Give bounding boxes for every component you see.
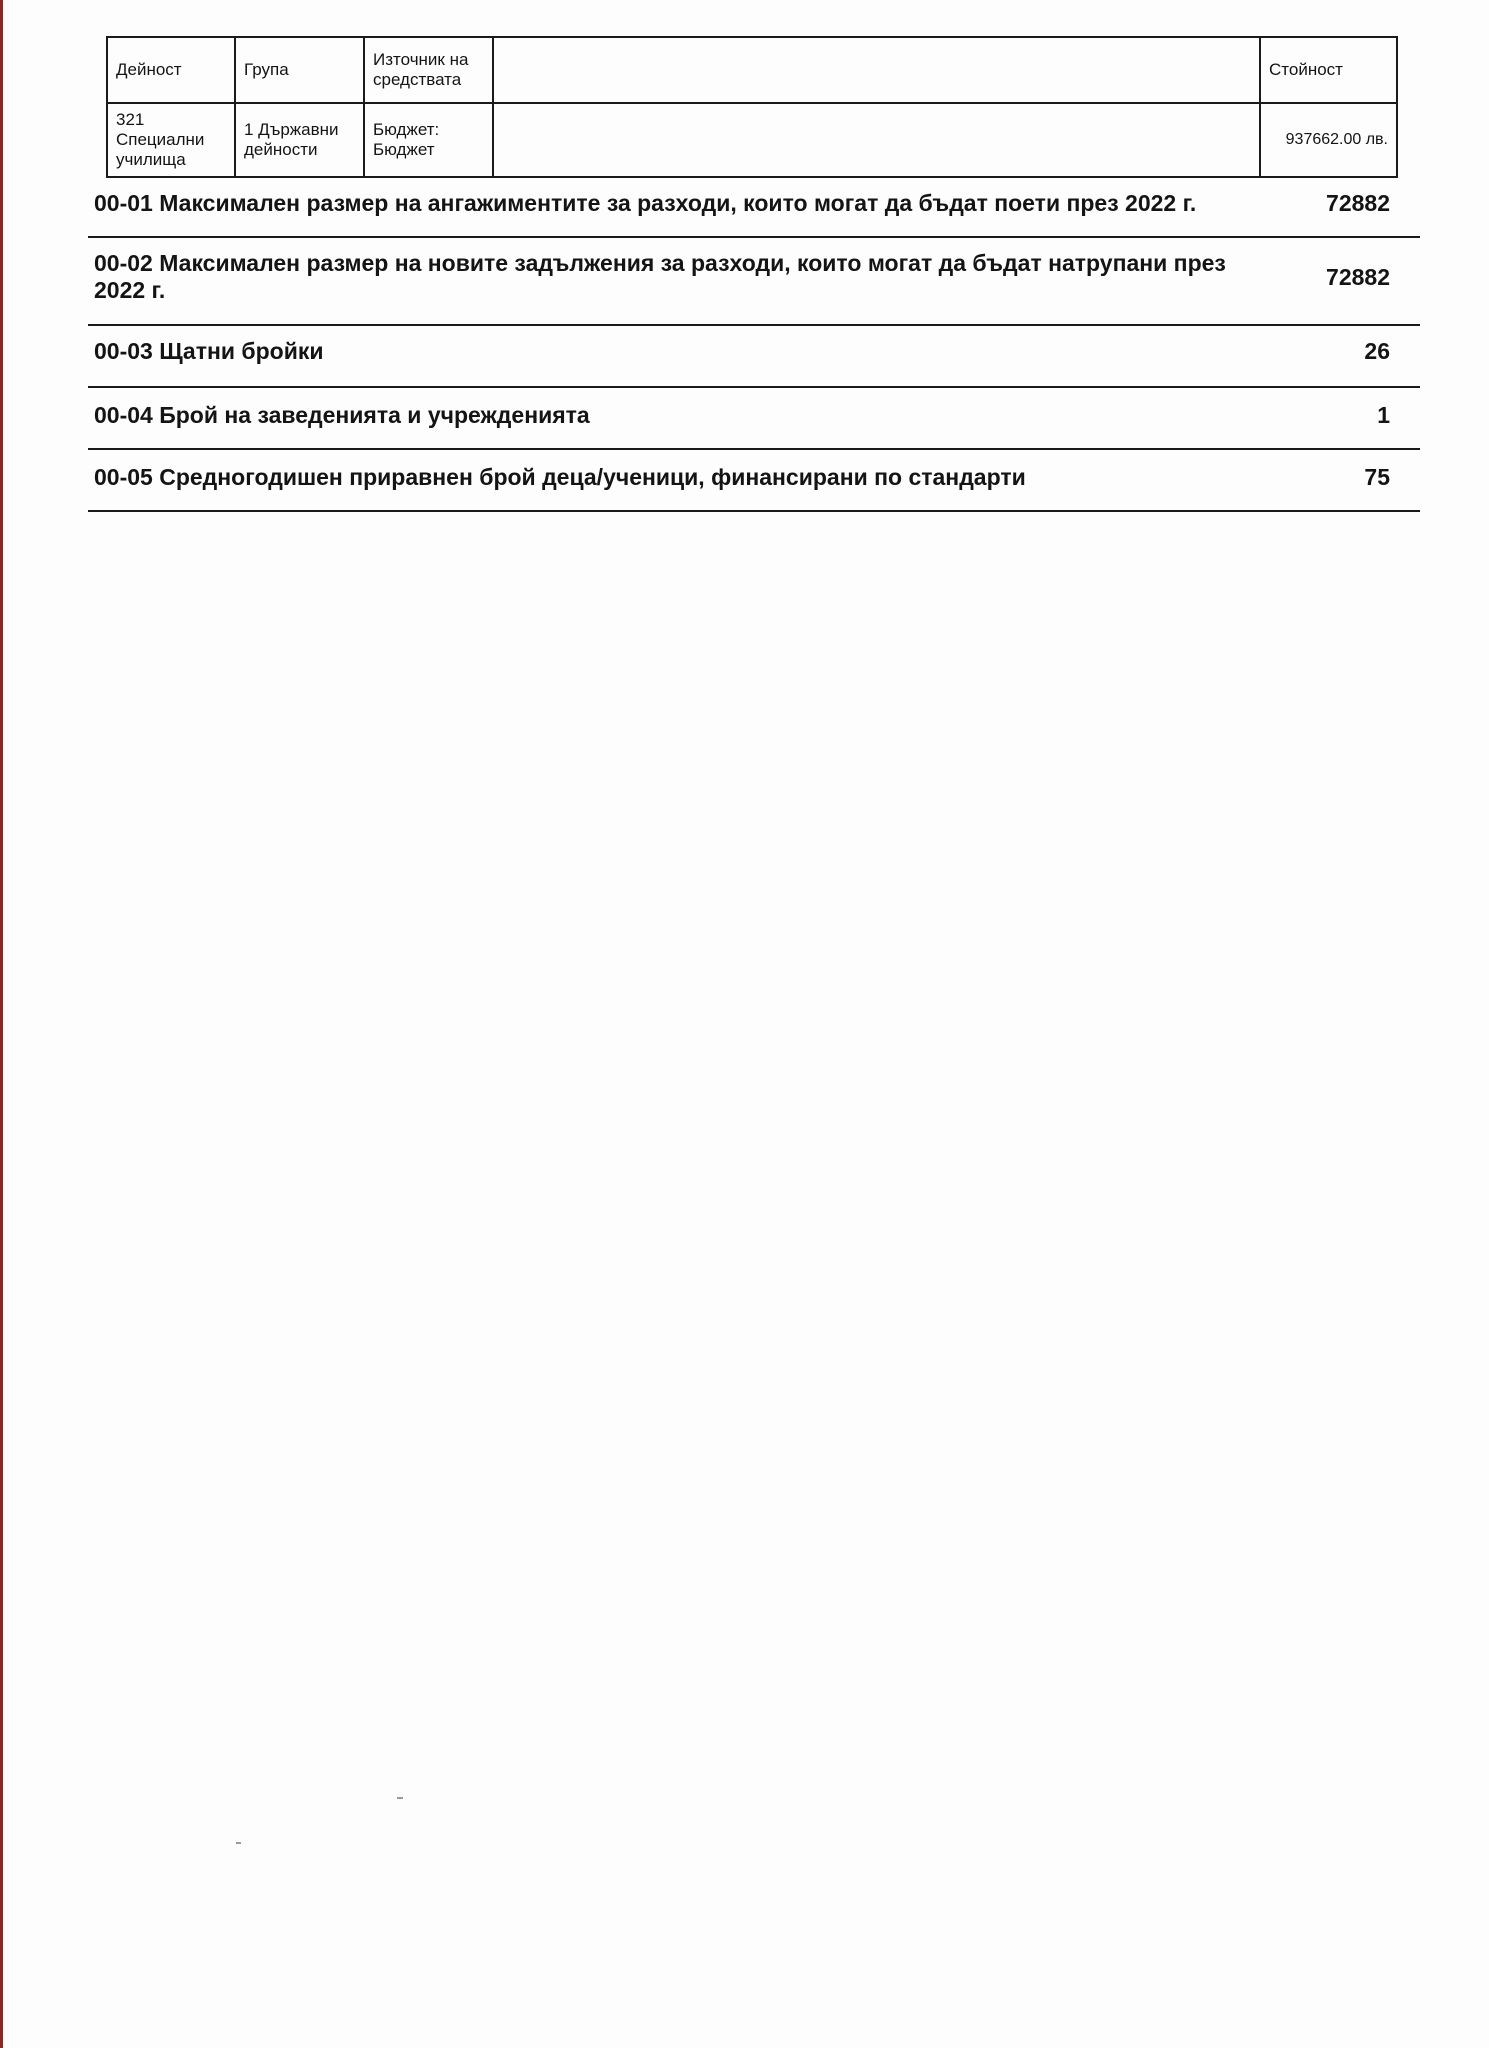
- indicator-label: 00-02 Максимален размер на новите задължения за разходи, които могат да бъдат натрупани през 2022 г.: [94, 250, 1226, 303]
- activity-table: [106, 36, 1398, 178]
- indicator-row-00-04: [88, 388, 1420, 450]
- cell-blank: [493, 103, 1260, 177]
- header-source: Източник на средствата: [364, 37, 493, 103]
- group-line1: 1 Държавни: [244, 120, 339, 139]
- scan-speck: [236, 1842, 241, 1844]
- header-group: Група: [235, 37, 364, 103]
- indicator-row-00-02: [88, 238, 1420, 326]
- activity-name-line2: училища: [116, 150, 186, 169]
- cell-group: [235, 103, 364, 177]
- indicator-value: 72882: [1326, 264, 1390, 290]
- indicator-row-00-03: [88, 326, 1420, 388]
- source-line1: Бюджет:: [373, 120, 440, 139]
- header-value: Стойност: [1260, 37, 1397, 103]
- cell-activity: [107, 103, 235, 177]
- table-row: [107, 103, 1397, 177]
- indicator-value: 72882: [1326, 190, 1390, 216]
- indicator-label: 00-01 Максимален размер на ангажиментите за разходи, които могат да бъдат поети през 2022 г.: [94, 190, 1197, 216]
- indicator-label: 00-05 Средногодишен приравнен брой деца/ученици, финансирани по стандарти: [94, 464, 1026, 490]
- indicator-value: 1: [1377, 402, 1390, 428]
- indicator-label: 00-04 Брой на заведенията и учрежденията: [94, 402, 590, 428]
- header-activity: Дейност: [107, 37, 235, 103]
- indicator-value: 26: [1364, 338, 1390, 364]
- cell-value: 937662.00 лв.: [1260, 103, 1397, 177]
- source-line2: Бюджет: [373, 140, 435, 159]
- indicator-label: 00-03 Щатни бройки: [94, 338, 324, 364]
- indicator-value: 75: [1364, 464, 1390, 490]
- activity-name-line1: Специални: [116, 130, 205, 149]
- group-line2: дейности: [244, 140, 318, 159]
- scan-speck: [397, 1797, 403, 1799]
- indicator-list: [88, 180, 1420, 512]
- indicator-row-00-05: [88, 450, 1420, 512]
- indicator-row-00-01: [88, 180, 1420, 238]
- cell-source: [364, 103, 493, 177]
- activity-code: 321: [116, 110, 145, 129]
- header-blank: [493, 37, 1260, 103]
- table-header-row: [107, 37, 1397, 103]
